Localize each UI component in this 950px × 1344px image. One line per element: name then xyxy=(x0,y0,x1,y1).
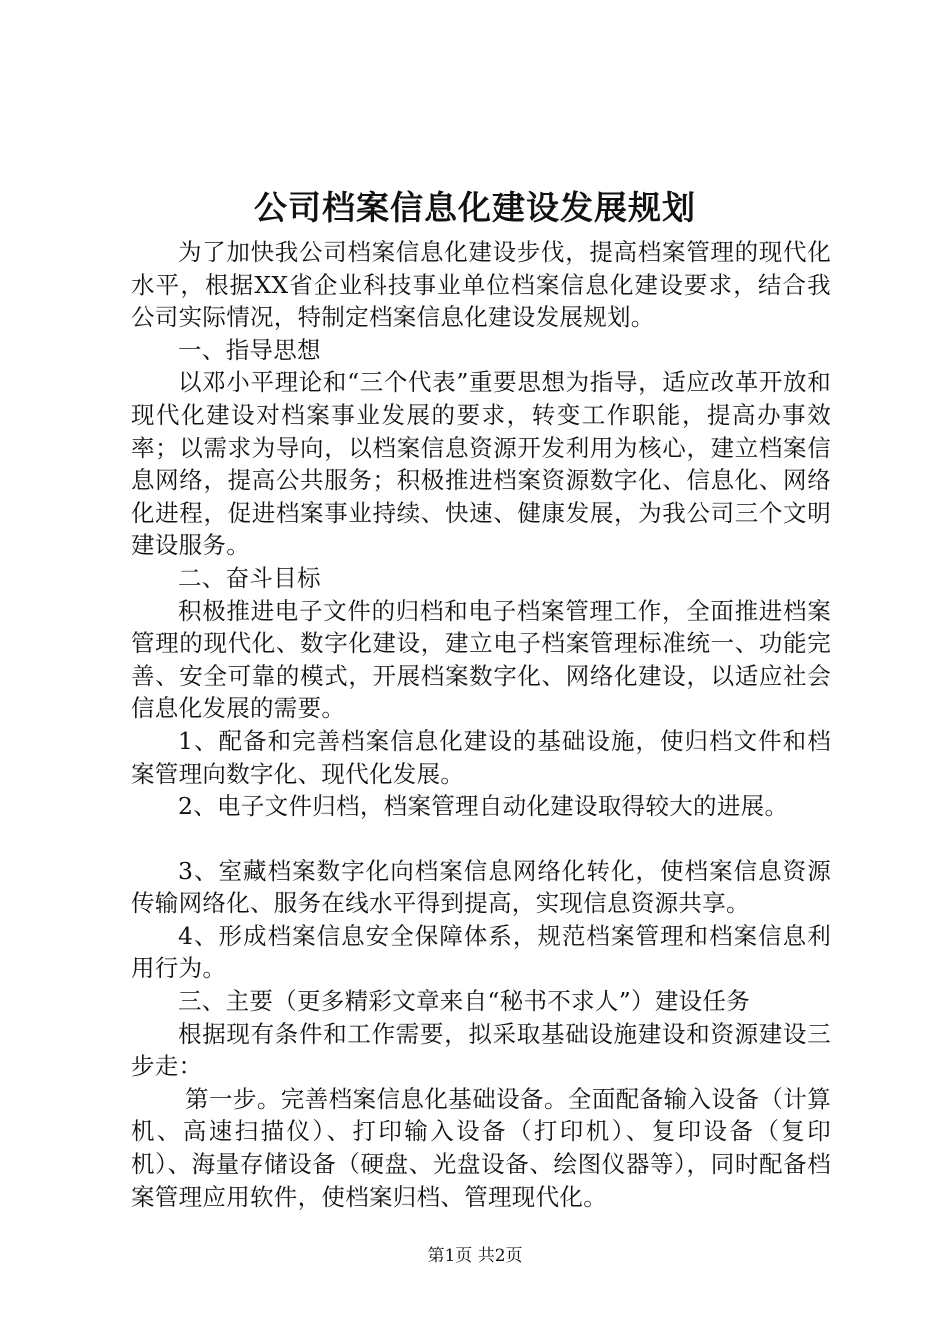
paragraph-step-one: 第一步。完善档案信息化基础设备。全面配备输入设备（计算机、高速扫描仪）、打印输入设备（打印机）、复印设备（复印机）、海量存储设备（硬盘、光盘设备、绘图仪器等），同时配备档案管理应用软件，使档案归档、管理现代化。 xyxy=(131,1084,831,1211)
section-heading-goals: 二、奋斗目标 xyxy=(178,563,321,592)
goal-item-1: 1、配备和完善档案信息化建设的基础设施，使归档文件和档案管理向数字化、现代化发展。 xyxy=(131,726,831,788)
goal-item-3: 3、室藏档案数字化向档案信息网络化转化，使档案信息资源传输网络化、服务在线水平得到提高，实现信息资源共享。 xyxy=(131,856,831,918)
goal-item-4: 4、形成档案信息安全保障体系，规范档案管理和档案信息利用行为。 xyxy=(131,921,831,983)
section-heading-guiding-ideology: 一、指导思想 xyxy=(178,335,321,364)
goal-item-2: 2、电子文件归档，档案管理自动化建设取得较大的进展。 xyxy=(178,792,789,821)
document-title: 公司档案信息化建设发展规划 xyxy=(254,188,696,227)
paragraph-guiding-ideology: 以邓小平理论和“三个代表”重要思想为指导，适应改革开放和现代化建设对档案事业发展的要求，转变工作职能，提高办事效率；以需求为导向，以档案信息资源开发利用为核心，建立档案信息网络，提高公共服务；积极推进档案资源数字化、信息化、网络化进程，促进档案事业持续、快速、健康发展，为我公司三个文明建设服务。 xyxy=(131,368,831,560)
page-footer: 第1页 共2页 xyxy=(427,1246,523,1266)
document-body xyxy=(131,236,831,1213)
paragraph-main-tasks: 根据现有条件和工作需要，拟采取基础设施建设和资源建设三步走： xyxy=(131,1019,831,1081)
paragraph-intro: 为了加快我公司档案信息化建设步伐，提高档案管理的现代化水平，根据XX省企业科技事业单位档案信息化建设要求，结合我公司实际情况，特制定档案信息化建设发展规划。 xyxy=(131,238,831,332)
section-heading-main-tasks: 三、主要（更多精彩文章来自“秘书不求人”）建设任务 xyxy=(178,987,751,1016)
paragraph-goals: 积极推进电子文件的归档和电子档案管理工作，全面推进档案管理的现代化、数字化建设，建立电子档案管理标准统一、功能完善、安全可靠的模式，开展档案数字化、网络化建设，以适应社会信息化发展的需要。 xyxy=(131,596,831,723)
